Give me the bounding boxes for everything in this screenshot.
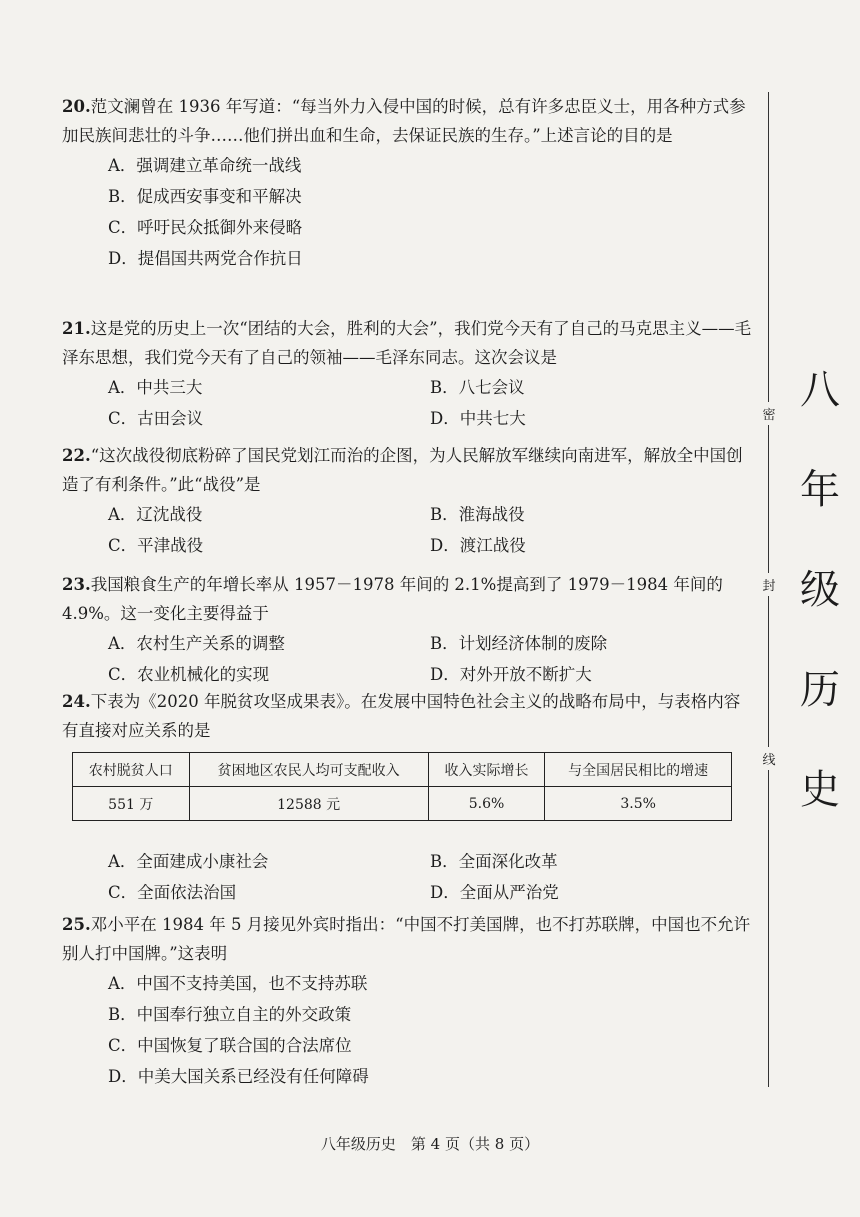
option-d: D．对外开放不断扩大 xyxy=(430,665,592,684)
option-c: C．平津战役 xyxy=(108,536,204,555)
option-c: C．中国恢复了联合国的合法席位 xyxy=(108,1036,352,1055)
option-row xyxy=(108,877,752,908)
option-a: A．辽沈战役 xyxy=(108,505,203,524)
question-stem: “这次战役彻底粉碎了国民党划江而治的企图，为人民解放军继续向南进军，解放全中国创造了有利条件。”此“战役”是 xyxy=(62,446,743,494)
option-row xyxy=(108,403,752,434)
table-cell: 551 万 xyxy=(73,787,190,821)
option-a: A．中共三大 xyxy=(108,378,203,397)
question-25 xyxy=(62,910,752,1092)
table-cell: 5.6% xyxy=(428,787,545,821)
table-header-cell: 农村脱贫人口 xyxy=(73,753,190,787)
option-c: C．呼吁民众抵御外来侵略 xyxy=(108,218,303,237)
seal-mark-feng: 封 xyxy=(760,573,778,596)
option-b: B．中国奉行独立自主的外交政策 xyxy=(108,1005,352,1024)
table-header-row xyxy=(73,753,732,787)
option-a: A．农村生产关系的调整 xyxy=(108,634,285,653)
poverty-results-table xyxy=(72,752,732,821)
question-stem: 下表为《2020 年脱贫攻坚成果表》。在发展中国特色社会主义的战略布局中，与表格内容有直接对应关系的是 xyxy=(62,692,741,740)
option-b: B．计划经济体制的废除 xyxy=(430,634,608,653)
question-stem: 这是党的历史上一次“团结的大会，胜利的大会”，我们党今天有了自己的马克思主义——毛泽东思想，我们党今天有了自己的领袖——毛泽东同志。这次会议是 xyxy=(62,319,752,367)
option-b: B．淮海战役 xyxy=(430,505,525,524)
option-b: B．八七会议 xyxy=(430,378,525,397)
question-stem: 我国粮食生产的年增长率从 1957－1978 年间的 2.1%提高到了 1979－1984 年间的 4.9%。这一变化主要得益于 xyxy=(62,575,723,623)
page-footer: 八年级历史 第 4 页（共 8 页） xyxy=(320,1135,540,1153)
question-number: 20. xyxy=(62,97,91,116)
option-c: C．古田会议 xyxy=(108,409,204,428)
option-a: A．强调建立革命统一战线 xyxy=(108,156,302,175)
title-char: 历 xyxy=(800,667,840,713)
question-number: 22. xyxy=(62,446,91,465)
table-header-cell: 贫困地区农民人均可支配收入 xyxy=(189,753,428,787)
table-cell: 12588 元 xyxy=(189,787,428,821)
table-row xyxy=(73,787,732,821)
question-22 xyxy=(62,441,752,561)
table-header-cell: 收入实际增长 xyxy=(428,753,545,787)
option-row xyxy=(108,372,752,403)
question-number: 21. xyxy=(62,319,91,338)
table-cell: 3.5% xyxy=(545,787,732,821)
vertical-subject-title xyxy=(790,340,850,840)
option-d: D．全面从严治党 xyxy=(430,883,559,902)
table-header-cell: 与全国居民相比的增速 xyxy=(545,753,732,787)
seal-mark-xian: 线 xyxy=(760,747,778,770)
title-char: 八 xyxy=(800,367,840,413)
option-b: B．全面深化改革 xyxy=(430,852,558,871)
option-row xyxy=(108,628,752,659)
option-b: B．促成西安事变和平解决 xyxy=(108,187,302,206)
option-a: A．中国不支持美国，也不支持苏联 xyxy=(108,974,368,993)
option-row xyxy=(108,659,752,690)
question-21 xyxy=(62,314,752,434)
option-row xyxy=(108,499,752,530)
question-stem: 范文澜曾在 1936 年写道：“每当外力入侵中国的时候，总有许多忠臣义士，用各种方式参加民族间悲壮的斗争……他们拼出血和生命，去保证民族的生存。”上述言论的目的是 xyxy=(62,97,746,145)
option-d: D．提倡国共两党合作抗日 xyxy=(108,249,303,268)
option-d: D．中共七大 xyxy=(430,409,526,428)
question-24-options xyxy=(62,846,752,908)
seal-mark-mi: 密 xyxy=(760,402,778,425)
question-23 xyxy=(62,570,752,690)
question-24 xyxy=(62,687,752,745)
title-char: 年 xyxy=(800,467,840,513)
question-number: 25. xyxy=(62,915,91,934)
question-number: 23. xyxy=(62,575,91,594)
title-char: 史 xyxy=(800,767,840,813)
option-c: C．农业机械化的实现 xyxy=(108,665,270,684)
option-d: D．渡江战役 xyxy=(430,536,526,555)
title-char: 级 xyxy=(800,567,840,613)
option-a: A．全面建成小康社会 xyxy=(108,852,269,871)
option-row xyxy=(108,846,752,877)
question-number: 24. xyxy=(62,692,91,711)
option-d: D．中美大国关系已经没有任何障碍 xyxy=(108,1067,369,1086)
question-stem: 邓小平在 1984 年 5 月接见外宾时指出：“中国不打美国牌，也不打苏联牌，中国也不允许别人打中国牌。”这表明 xyxy=(62,915,751,963)
option-row xyxy=(108,530,752,561)
question-20 xyxy=(62,92,752,274)
option-c: C．全面依法治国 xyxy=(108,883,237,902)
